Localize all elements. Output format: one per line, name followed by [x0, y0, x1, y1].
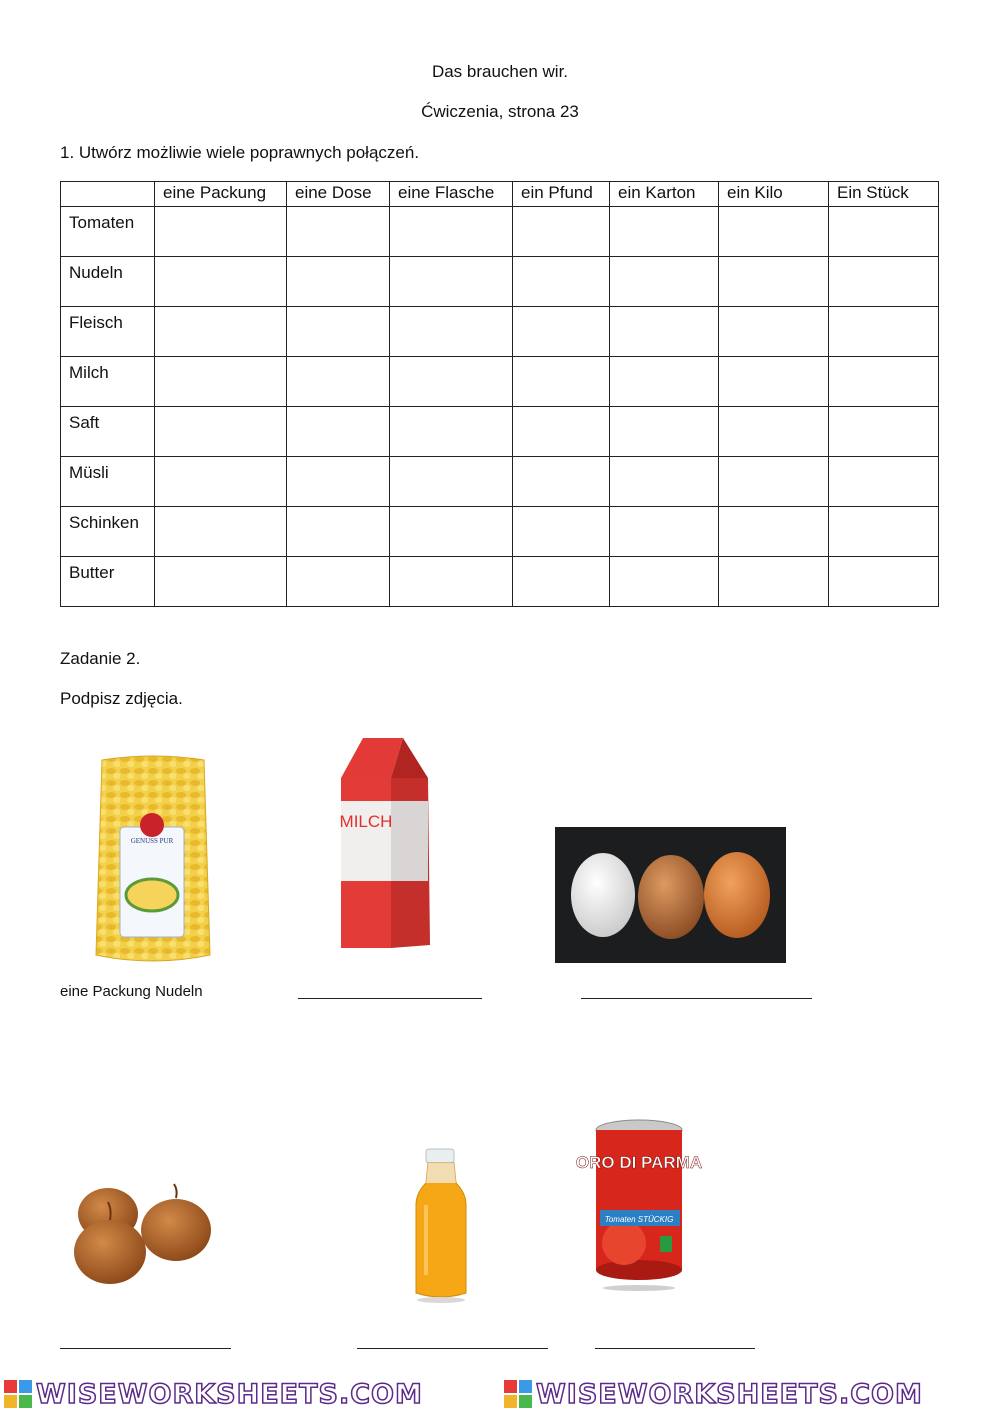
table-row: [61, 407, 939, 457]
watermark-brand-1: WISEWORKSHEETS.COM: [36, 1379, 423, 1410]
answer-line-milk[interactable]: [298, 998, 482, 999]
table-row: [61, 357, 939, 407]
answer-line-onions[interactable]: [60, 1348, 231, 1349]
task1-instruction: 1. Utwórz możliwie wiele poprawnych połączeń.: [60, 143, 420, 162]
answer-cell[interactable]: [610, 307, 719, 357]
wise-logo-icon: [504, 1380, 532, 1408]
column-header: eine Flasche: [390, 182, 513, 207]
task2-heading: Zadanie 2.: [60, 649, 141, 668]
eggs-image: [555, 827, 786, 963]
answer-cell[interactable]: [287, 257, 390, 307]
answer-cell[interactable]: [155, 307, 287, 357]
answer-cell[interactable]: [513, 457, 610, 507]
answer-cell[interactable]: [719, 557, 829, 607]
answer-cell[interactable]: [610, 357, 719, 407]
column-header: eine Packung: [155, 182, 287, 207]
answer-cell[interactable]: [829, 207, 939, 257]
answer-cell[interactable]: [390, 307, 513, 357]
column-header: ein Kilo: [719, 182, 829, 207]
answer-cell[interactable]: [610, 557, 719, 607]
column-header: ein Pfund: [513, 182, 610, 207]
tomato-can-brand: ORO DI PARMA: [575, 1153, 703, 1172]
answer-cell[interactable]: [610, 457, 719, 507]
tomato-can-image: [575, 1118, 703, 1293]
answer-cell[interactable]: [155, 257, 287, 307]
answer-cell[interactable]: [610, 407, 719, 457]
answer-cell[interactable]: [719, 407, 829, 457]
answer-cell[interactable]: [719, 257, 829, 307]
answer-cell[interactable]: [829, 257, 939, 307]
page-subtitle: Ćwiczenia, strona 23: [421, 102, 579, 121]
row-label: Fleisch: [61, 307, 155, 357]
row-label: Saft: [61, 407, 155, 457]
answer-cell[interactable]: [287, 307, 390, 357]
answer-cell[interactable]: [610, 207, 719, 257]
answer-cell[interactable]: [513, 207, 610, 257]
table-row: [61, 207, 939, 257]
table-row: [61, 257, 939, 307]
table-row: [61, 457, 939, 507]
table-body: [61, 207, 939, 607]
answer-cell[interactable]: [287, 407, 390, 457]
answer-cell[interactable]: [719, 357, 829, 407]
row-label: Schinken: [61, 507, 155, 557]
answer-cell[interactable]: [829, 507, 939, 557]
answer-cell[interactable]: [390, 357, 513, 407]
onions-image: [66, 1178, 216, 1288]
answer-cell[interactable]: [390, 507, 513, 557]
answer-line-eggs[interactable]: [581, 998, 812, 999]
answer-cell[interactable]: [287, 457, 390, 507]
answer-cell[interactable]: [287, 207, 390, 257]
table-corner-cell: [61, 182, 155, 207]
answer-cell[interactable]: [390, 557, 513, 607]
answer-cell[interactable]: [719, 507, 829, 557]
answer-cell[interactable]: [719, 207, 829, 257]
column-header: Ein Stück: [829, 182, 939, 207]
row-label: Milch: [61, 357, 155, 407]
answer-cell[interactable]: [513, 307, 610, 357]
wise-logo-icon: [4, 1380, 32, 1408]
answer-cell[interactable]: [513, 407, 610, 457]
answer-cell[interactable]: [829, 457, 939, 507]
answer-cell[interactable]: [513, 507, 610, 557]
page-title: Das brauchen wir.: [431, 62, 569, 81]
answer-cell[interactable]: [287, 557, 390, 607]
juice-bottle-image: [410, 1143, 472, 1303]
tomato-can-subtitle: Tomaten STÜCKIG: [604, 1215, 674, 1224]
answer-cell[interactable]: [155, 457, 287, 507]
answer-cell[interactable]: [155, 507, 287, 557]
answer-cell[interactable]: [390, 457, 513, 507]
answer-cell[interactable]: [390, 257, 513, 307]
row-label: Müsli: [61, 457, 155, 507]
answer-cell[interactable]: [610, 507, 719, 557]
column-header: eine Dose: [287, 182, 390, 207]
row-label: Nudeln: [61, 257, 155, 307]
answer-cell[interactable]: [390, 207, 513, 257]
watermark-footer: [0, 1374, 1000, 1413]
answer-cell[interactable]: [829, 557, 939, 607]
answer-cell[interactable]: [829, 307, 939, 357]
answer-line-tomato-can[interactable]: [595, 1348, 755, 1349]
row-label: Butter: [61, 557, 155, 607]
answer-cell[interactable]: [719, 307, 829, 357]
table-row: [61, 507, 939, 557]
table-row: [61, 557, 939, 607]
answer-cell[interactable]: [155, 557, 287, 607]
pasta-brand-label: GENUSS PUR: [130, 837, 174, 845]
answer-cell[interactable]: [719, 457, 829, 507]
row-label: Tomaten: [61, 207, 155, 257]
answer-line-juice[interactable]: [357, 1348, 548, 1349]
answer-cell[interactable]: [287, 507, 390, 557]
matching-table: [60, 181, 939, 607]
answer-cell[interactable]: [513, 557, 610, 607]
answer-cell[interactable]: [390, 407, 513, 457]
answer-cell[interactable]: [513, 357, 610, 407]
answer-cell[interactable]: [155, 407, 287, 457]
answer-cell[interactable]: [287, 357, 390, 407]
table-row: [61, 307, 939, 357]
watermark-brand-2: WISEWORKSHEETS.COM: [536, 1379, 923, 1410]
pasta-package-image: [92, 755, 214, 965]
task2-instruction: Podpisz zdjęcia.: [60, 689, 183, 708]
answer-cell[interactable]: [829, 357, 939, 407]
answer-cell[interactable]: [829, 407, 939, 457]
answer-cell[interactable]: [155, 357, 287, 407]
example-caption: eine Packung Nudeln: [60, 983, 203, 1000]
milk-carton-image: [333, 733, 433, 958]
answer-cell[interactable]: [610, 257, 719, 307]
answer-cell[interactable]: [155, 207, 287, 257]
column-header: ein Karton: [610, 182, 719, 207]
milk-carton-label: MILCH: [339, 812, 393, 831]
answer-cell[interactable]: [513, 257, 610, 307]
table-header-row: [61, 182, 939, 207]
